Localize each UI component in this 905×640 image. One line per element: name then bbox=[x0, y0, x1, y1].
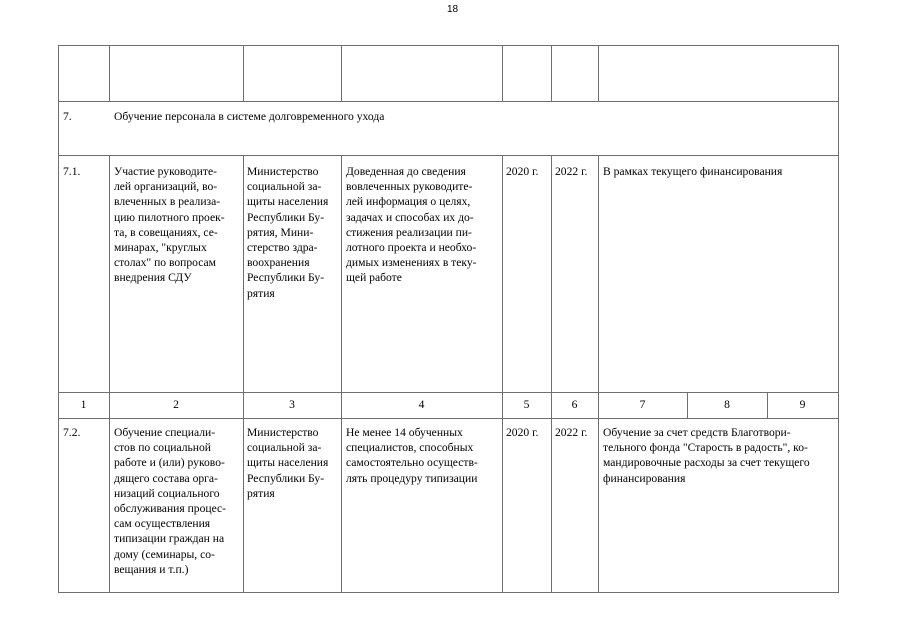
column-divider bbox=[551, 155, 552, 593]
responsible-executor: Министерство социальной за- щиты населения Республики Бу- рятия, Мини- стерство здра- воохранения Республики Бу- рятия bbox=[247, 165, 329, 300]
expected-result: Не менее 14 обученных специалистов, способных самостоятельно осуществ- лять процедуру типизации bbox=[346, 426, 478, 485]
responsible-executor: Министерство социальной за- щиты населения Республики Бу- рятия bbox=[247, 426, 329, 500]
end-date: 2022 г. bbox=[555, 165, 588, 178]
column-number: 3 bbox=[289, 398, 295, 411]
column-number: 2 bbox=[173, 398, 179, 411]
column-divider bbox=[502, 45, 503, 102]
start-date: 2020 г. bbox=[506, 165, 539, 178]
column-number: 5 bbox=[523, 398, 530, 411]
column-divider bbox=[502, 155, 503, 593]
section-title: Обучение персонала в системе долговременного ухода bbox=[114, 110, 385, 123]
column-divider bbox=[598, 45, 599, 102]
row-number: 7.1. bbox=[63, 165, 81, 178]
column-number: 6 bbox=[571, 398, 578, 411]
event-description: Участие руководите- лей организаций, во- влеченных в реализа- цию пилотного проек- та, в совещаниях, се- минарах, "круглых столах" по вопросам внедрения СДУ bbox=[114, 165, 225, 285]
table-row-divider bbox=[58, 418, 838, 419]
column-divider bbox=[551, 45, 552, 102]
event-description: Обучение специали- стов по социальной работе и (или) руково- дящего состава орга- низаций социального обслуживания процес- сам осуществления типизации граждан на дому (семинары, со- вещания и т.п.) bbox=[114, 426, 227, 576]
column-number: 8 bbox=[724, 398, 730, 411]
funding-source: В рамках текущего финансирования bbox=[603, 165, 783, 178]
table-border-left bbox=[58, 45, 59, 593]
section-number: 7. bbox=[63, 110, 72, 123]
column-divider bbox=[598, 155, 599, 593]
column-number: 7 bbox=[639, 398, 646, 411]
table-border-top bbox=[58, 45, 838, 46]
start-date: 2020 г. bbox=[506, 426, 539, 439]
column-divider bbox=[109, 155, 110, 593]
column-divider bbox=[341, 155, 342, 593]
column-divider bbox=[243, 45, 244, 102]
table-row-divider bbox=[58, 101, 838, 102]
table-border-right bbox=[838, 45, 839, 593]
funding-source: Обучение за счет средств Благотвори- тельного фонда "Старость в радость", ко- мандировочные расходы за счет текущего финансирования bbox=[603, 426, 810, 485]
column-number: 1 bbox=[80, 398, 87, 411]
column-number: 4 bbox=[418, 398, 425, 411]
column-divider bbox=[109, 45, 110, 102]
page-number: 18 bbox=[446, 4, 459, 15]
table-border-bottom bbox=[58, 592, 838, 593]
end-date: 2022 г. bbox=[555, 426, 588, 439]
column-number: 9 bbox=[799, 398, 806, 411]
column-divider bbox=[243, 155, 244, 593]
expected-result: Доведенная до сведения вовлеченных руководите- лей информация о целях, задачах и способах их до- стижения реализации пи- лотного проекта и необхо- димых изменениях в теку- щей работе bbox=[346, 165, 477, 285]
table-row-divider bbox=[58, 392, 838, 393]
table-row-divider bbox=[58, 155, 838, 156]
column-divider bbox=[341, 45, 342, 102]
row-number: 7.2. bbox=[63, 426, 81, 439]
